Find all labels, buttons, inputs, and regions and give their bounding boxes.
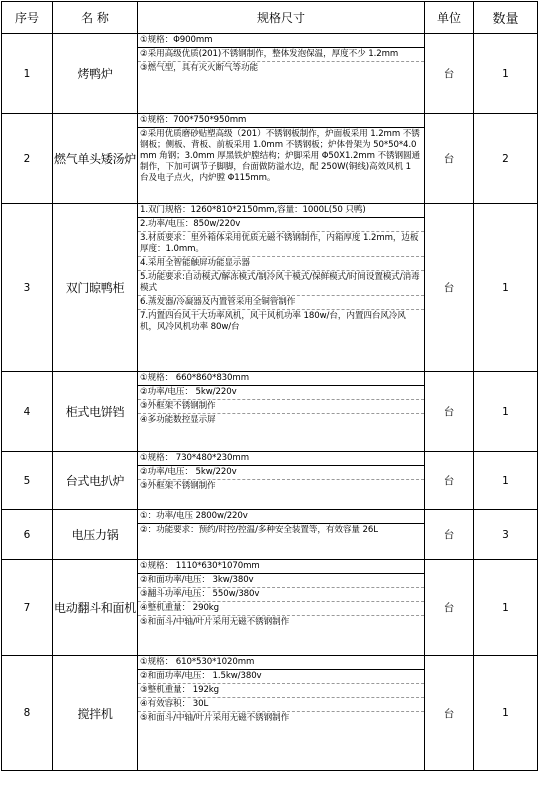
row-unit: 台 (425, 452, 474, 510)
spec-line: ③整机重量： 192kg (138, 684, 424, 698)
row-unit: 台 (425, 114, 474, 204)
table-row (2, 510, 538, 560)
row-unit: 台 (425, 560, 474, 656)
table-header-row (2, 2, 538, 34)
row-spec (138, 510, 425, 560)
row-index: 5 (2, 452, 53, 510)
row-spec (138, 656, 425, 771)
row-spec (138, 560, 425, 656)
row-index: 1 (2, 34, 53, 114)
header-qty: 数量 (474, 2, 538, 34)
header-name: 名 称 (53, 2, 138, 34)
row-spec (138, 34, 425, 114)
table-row (2, 372, 538, 452)
spec-line: ①规格： 660*860*830mm (138, 372, 424, 386)
row-index: 4 (2, 372, 53, 452)
spec-line: ②功率/电压： 5kw/220v (138, 466, 424, 480)
row-spec (138, 114, 425, 204)
spec-lines (138, 34, 424, 113)
spec-line: ④多功能数控显示屏 (140, 415, 216, 425)
spec-lines (138, 114, 424, 203)
row-qty: 1 (474, 452, 538, 510)
table-row (2, 34, 538, 114)
row-unit: 台 (425, 34, 474, 114)
spec-line: 5.功能要求:自动模式/解冻模式/制冷风干模式/保鲜模式/时间设置模式/消毒模式 (138, 271, 424, 296)
spec-lines (138, 204, 424, 371)
row-qty: 3 (474, 510, 538, 560)
spec-line: ①规格： 1110*630*1070mm (138, 560, 424, 574)
spec-line: ③外框架不锈钢制作 (138, 400, 424, 414)
row-name: 电压力锅 (53, 510, 138, 560)
spec-line: ④整机重量： 290kg (138, 602, 424, 616)
row-index: 3 (2, 204, 53, 372)
row-unit: 台 (425, 510, 474, 560)
row-name: 台式电扒炉 (53, 452, 138, 510)
row-name: 柜式电饼铛 (53, 372, 138, 452)
row-index: 8 (2, 656, 53, 771)
row-qty: 1 (474, 204, 538, 372)
equipment-spec-table (1, 1, 538, 771)
row-qty: 1 (474, 34, 538, 114)
row-qty: 1 (474, 560, 538, 656)
spec-line: ①规格： 610*530*1020mm (138, 656, 424, 670)
row-spec (138, 452, 425, 510)
spec-line: 2.功率/电压：850w/220v (138, 218, 424, 232)
spec-line: ②和面功率/电压： 3kw/380v (138, 574, 424, 588)
spec-line: ②采用优质磨砂贴塑高级（201）不锈钢板制作，炉面板采用 1.2mm 不锈钢板；侧板、背板、前板采用 1.0mm 不锈钢板；炉体骨架为 50*50*4.0mm 角钢；3.0mm 厚黑铁炉膛结构；炉脚采用 Φ50X1.2mm 不锈钢圆通制作，下加可调节子脚脚，台面做防溢水边，配 250W(铜线)高效风机 1 台及电子点火，内炉膛 Φ115mm。 (140, 129, 420, 183)
spec-lines (138, 510, 424, 559)
spec-line: 1.双门规格：1260*810*2150mm,容量：1000L(50 只鸭) (138, 204, 424, 218)
table-row (2, 452, 538, 510)
spec-lines (138, 372, 424, 451)
spec-line: ②：功能要求：预约/时控/控温/多种安全装置等，有效容量 26L (140, 525, 378, 535)
row-spec (138, 372, 425, 452)
row-name: 烤鸭炉 (53, 34, 138, 114)
row-index: 6 (2, 510, 53, 560)
spec-line: 3.材质要求：里外箱体采用优质无磁不锈钢制作，内箱厚度 1.2mm，边板厚度：1.0mm。 (138, 232, 424, 257)
row-name: 双门晾鸭柜 (53, 204, 138, 372)
spec-line: ⑤和面斗/中轴/叶片采用无磁不锈钢制作 (140, 713, 290, 723)
spec-line: ②和面功率/电压： 1.5kw/380v (138, 670, 424, 684)
spec-line: ⑤和面斗/中轴/叶片采用无磁不锈钢制作 (140, 617, 290, 627)
spec-line: ②功率/电压： 5kw/220v (138, 386, 424, 400)
table-body (2, 34, 538, 771)
spec-line: 6.蒸发器/冷凝器及内置管采用全铜管制作 (138, 296, 424, 310)
row-name: 电动翻斗和面机 (53, 560, 138, 656)
row-qty: 1 (474, 372, 538, 452)
spec-line: ①规格： 730*480*230mm (138, 452, 424, 466)
spec-line: ②采用高级优质(201)不锈钢制作，整体发泡保温，厚度不少 1.2mm (138, 48, 424, 62)
row-index: 7 (2, 560, 53, 656)
spec-line: ①规格：700*750*950mm (138, 114, 424, 128)
table-row (2, 656, 538, 771)
spec-line: ③外框架不锈钢制作 (140, 481, 216, 491)
spec-line: 7.内置四台风干大功率风机，风干风机功率 180w/台，内置四台风冷风机，风冷风机功率 80w/台 (140, 311, 406, 332)
header-index: 序号 (2, 2, 53, 34)
spec-lines (138, 452, 424, 509)
row-unit: 台 (425, 204, 474, 372)
header-unit: 单位 (425, 2, 474, 34)
header-spec: 规格尺寸 (138, 2, 425, 34)
row-name: 燃气单头矮汤炉 (53, 114, 138, 204)
row-spec (138, 204, 425, 372)
spec-line: ③翻斗功率/电压： 550w/380v (138, 588, 424, 602)
row-index: 2 (2, 114, 53, 204)
spec-line: ①：功率/电压 2800w/220v (138, 510, 424, 524)
row-qty: 2 (474, 114, 538, 204)
spec-lines (138, 560, 424, 655)
row-name: 搅拌机 (53, 656, 138, 771)
spec-line: ①规格：Φ900mm (138, 34, 424, 48)
table-row (2, 114, 538, 204)
table-row (2, 560, 538, 656)
row-qty: 1 (474, 656, 538, 771)
row-unit: 台 (425, 656, 474, 771)
spec-lines (138, 656, 424, 770)
spec-line: 4.采用全智能触屏功能显示器 (138, 257, 424, 271)
spec-line: ③燃气型，具有灭火断气等功能 (140, 63, 259, 73)
spec-line: ④有效容积： 30L (138, 698, 424, 712)
row-unit: 台 (425, 372, 474, 452)
table-row (2, 204, 538, 372)
